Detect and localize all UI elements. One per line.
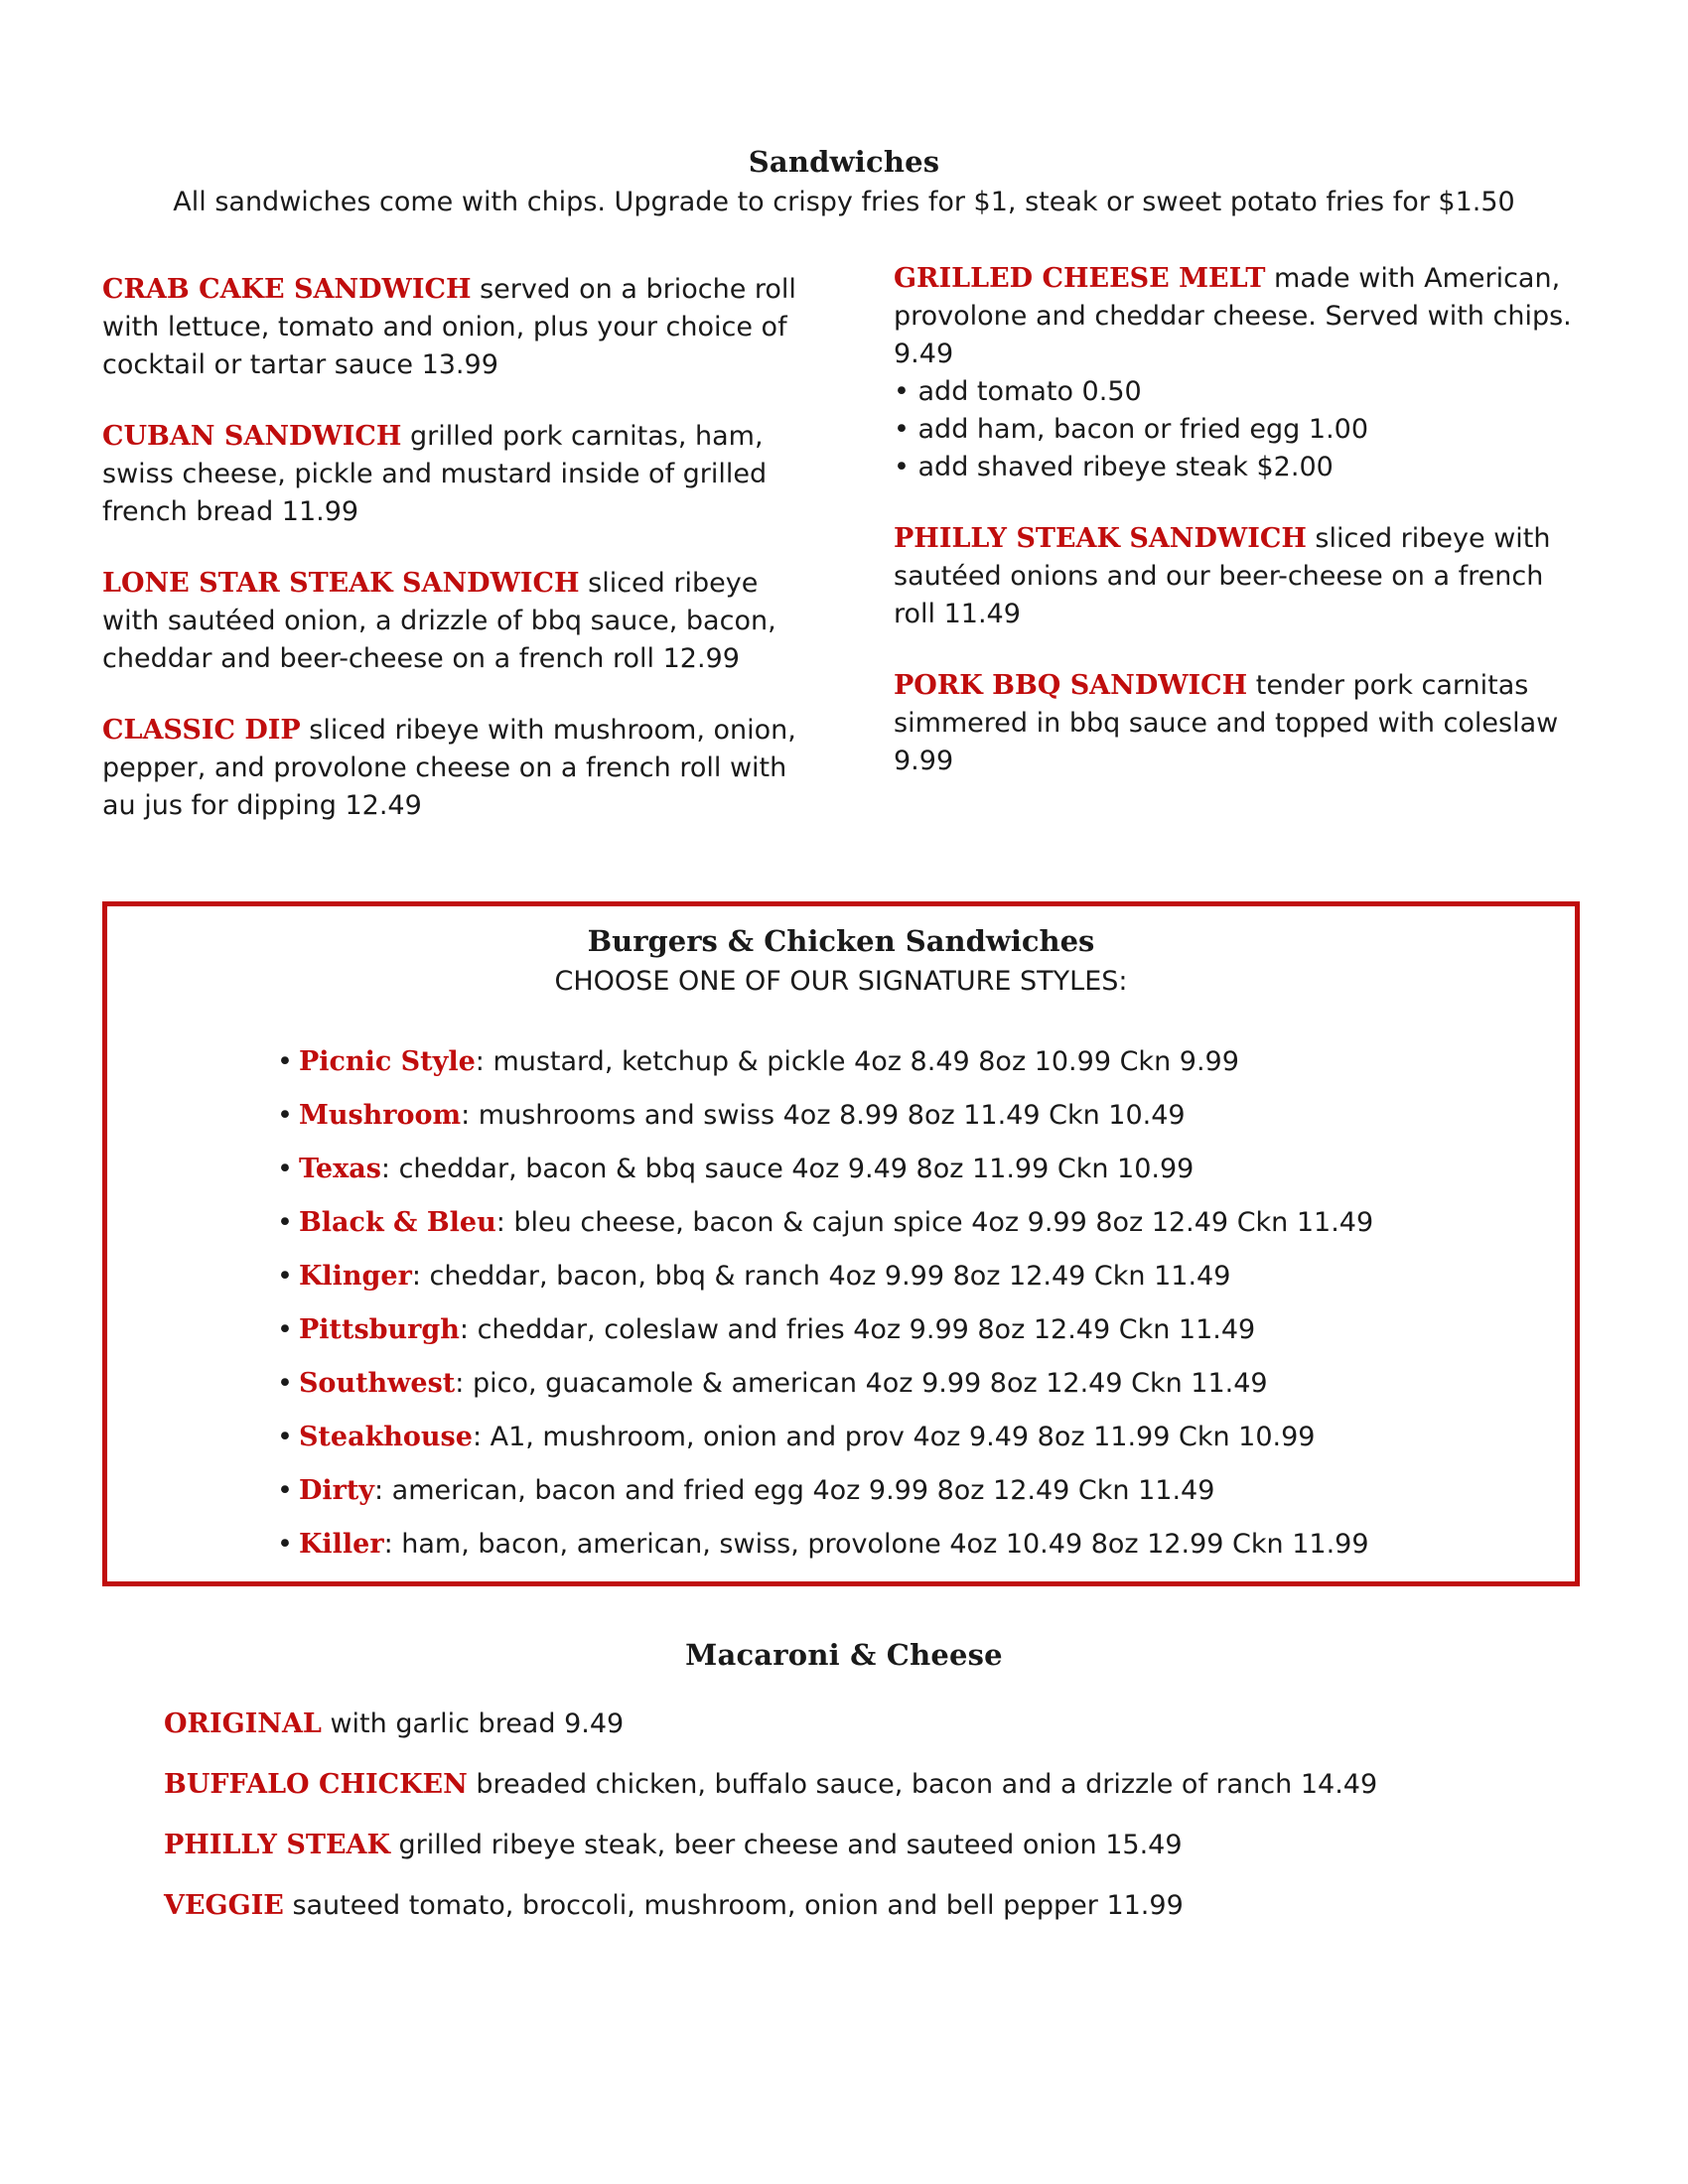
menu-item [102, 565, 817, 678]
menu-item [164, 1754, 1554, 1815]
sandwiches-subtitle: All sandwiches come with chips. Upgrade to crispy fries for $1, steak or sweet potato fries for $1.50 [173, 187, 1515, 217]
list-item [277, 1518, 1373, 1571]
item-name: BUFFALO CHICKEN [164, 1769, 468, 1800]
list-item [277, 1143, 1373, 1196]
menu-item [102, 712, 817, 825]
style-description: : pico, guacamole & american 4oz 9.99 8oz 12.49 Ckn 11.49 [455, 1368, 1268, 1399]
style-description: : mushrooms and swiss 4oz 8.99 8oz 11.49 Ckn 10.49 [461, 1100, 1186, 1131]
item-description: sliced ribeye with sautéed onions and our beer-cheese on a french roll 11.49 [894, 523, 1551, 629]
list-item [277, 1357, 1373, 1411]
add-on-option: • add tomato 0.50 [894, 376, 1142, 407]
style-description: : mustard, ketchup & pickle 4oz 8.49 8oz 10.99 Ckn 9.99 [475, 1046, 1239, 1077]
item-description: made with American, provolone and cheddar cheese. Served with chips. 9.49 [894, 263, 1572, 369]
menu-item [164, 1815, 1554, 1875]
bullet-icon: • [277, 1100, 293, 1131]
item-name: PHILLY STEAK [164, 1830, 390, 1860]
item-description: grilled pork carnitas, ham, swiss cheese, pickle and mustard inside of grilled french bread 11.99 [102, 421, 768, 527]
item-description: served on a brioche roll with lettuce, tomato and onion, plus your choice of cocktail or tartar sauce 13.99 [102, 274, 796, 380]
style-description: : bleu cheese, bacon & cajun spice 4oz 9.99 8oz 12.49 Ckn 11.49 [495, 1207, 1374, 1238]
style-description: : cheddar, bacon, bbq & ranch 4oz 9.99 8oz 12.49 Ckn 11.49 [411, 1261, 1231, 1292]
sandwiches-left-column [102, 271, 817, 859]
menu-item [102, 271, 817, 384]
style-name: Pittsburgh [298, 1314, 460, 1345]
list-item [277, 1411, 1373, 1464]
add-on-option: • add ham, bacon or fried egg 1.00 [894, 414, 1369, 445]
burgers-subtitle: CHOOSE ONE OF OUR SIGNATURE STYLES: [554, 966, 1128, 997]
menu-item [164, 1694, 1554, 1754]
sandwiches-title: Sandwiches [748, 145, 940, 179]
style-name: Picnic Style [298, 1046, 476, 1077]
burger-style-list [277, 1035, 1373, 1571]
item-name: LONE STAR STEAK SANDWICH [102, 568, 580, 599]
item-description: sliced ribeye with mushroom, onion, pepper, and provolone cheese on a french roll with au jus for dipping 12.49 [102, 715, 796, 821]
item-name: CLASSIC DIP [102, 715, 301, 746]
menu-item [894, 520, 1589, 633]
list-item [277, 1303, 1373, 1357]
burgers-title: Burgers & Chicken Sandwiches [587, 924, 1095, 958]
item-name: PORK BBQ SANDWICH [894, 670, 1248, 701]
bullet-icon: • [277, 1261, 293, 1292]
burgers-box [102, 901, 1580, 1586]
style-description: : cheddar, coleslaw and fries 4oz 9.99 8oz 12.49 Ckn 11.49 [459, 1314, 1256, 1345]
style-name: Black & Bleu [298, 1207, 496, 1238]
bullet-icon: • [277, 1529, 293, 1560]
item-name: VEGGIE [164, 1890, 284, 1921]
item-description: grilled ribeye steak, beer cheese and sauteed onion 15.49 [389, 1830, 1183, 1860]
style-name: Klinger [298, 1261, 412, 1292]
style-name: Southwest [298, 1368, 456, 1399]
style-description: : ham, bacon, american, swiss, provolone 4oz 10.49 8oz 12.99 Ckn 11.99 [383, 1529, 1369, 1560]
style-name: Mushroom [298, 1100, 462, 1131]
bullet-icon: • [277, 1046, 293, 1077]
style-name: Texas [298, 1154, 381, 1184]
item-name: ORIGINAL [164, 1708, 322, 1739]
menu-item [894, 260, 1589, 486]
item-name: GRILLED CHEESE MELT [894, 263, 1266, 294]
style-name: Steakhouse [298, 1422, 473, 1452]
menu-item [102, 418, 817, 531]
menu-item [164, 1875, 1554, 1936]
mac-title: Macaroni & Cheese [685, 1638, 1003, 1672]
bullet-icon: • [277, 1368, 293, 1399]
bullet-icon: • [277, 1207, 293, 1238]
bullet-icon: • [277, 1422, 293, 1452]
bullet-icon: • [277, 1154, 293, 1184]
list-item [277, 1464, 1373, 1518]
item-name: CRAB CAKE SANDWICH [102, 274, 472, 305]
item-name: PHILLY STEAK SANDWICH [894, 523, 1307, 554]
menu-item [894, 667, 1589, 780]
style-name: Dirty [298, 1475, 374, 1506]
style-description: : A1, mushroom, onion and prov 4oz 9.49 8oz 11.99 Ckn 10.99 [472, 1422, 1316, 1452]
item-description: with garlic bread 9.49 [321, 1708, 625, 1739]
list-item [277, 1196, 1373, 1250]
item-description: tender pork carnitas simmered in bbq sauce and topped with coleslaw 9.99 [894, 670, 1559, 776]
style-description: : american, bacon and fried egg 4oz 9.99 8oz 12.49 Ckn 11.49 [374, 1475, 1215, 1506]
bullet-icon: • [277, 1314, 293, 1345]
bullet-icon: • [277, 1475, 293, 1506]
item-description: breaded chicken, buffalo sauce, bacon and a drizzle of ranch 14.49 [467, 1769, 1378, 1800]
item-name: CUBAN SANDWICH [102, 421, 402, 452]
item-description: sauteed tomato, broccoli, mushroom, onion and bell pepper 11.99 [283, 1890, 1184, 1921]
style-description: : cheddar, bacon & bbq sauce 4oz 9.49 8oz 11.99 Ckn 10.99 [380, 1154, 1195, 1184]
add-on-option: • add shaved ribeye steak $2.00 [894, 452, 1334, 482]
list-item [277, 1089, 1373, 1143]
list-item [277, 1250, 1373, 1303]
style-name: Killer [298, 1529, 384, 1560]
mac-list [164, 1694, 1554, 1936]
sandwiches-right-column [894, 260, 1589, 814]
item-description: sliced ribeye with sautéed onion, a drizzle of bbq sauce, bacon, cheddar and beer-cheese on a french roll 12.99 [102, 568, 776, 674]
list-item [277, 1035, 1373, 1089]
